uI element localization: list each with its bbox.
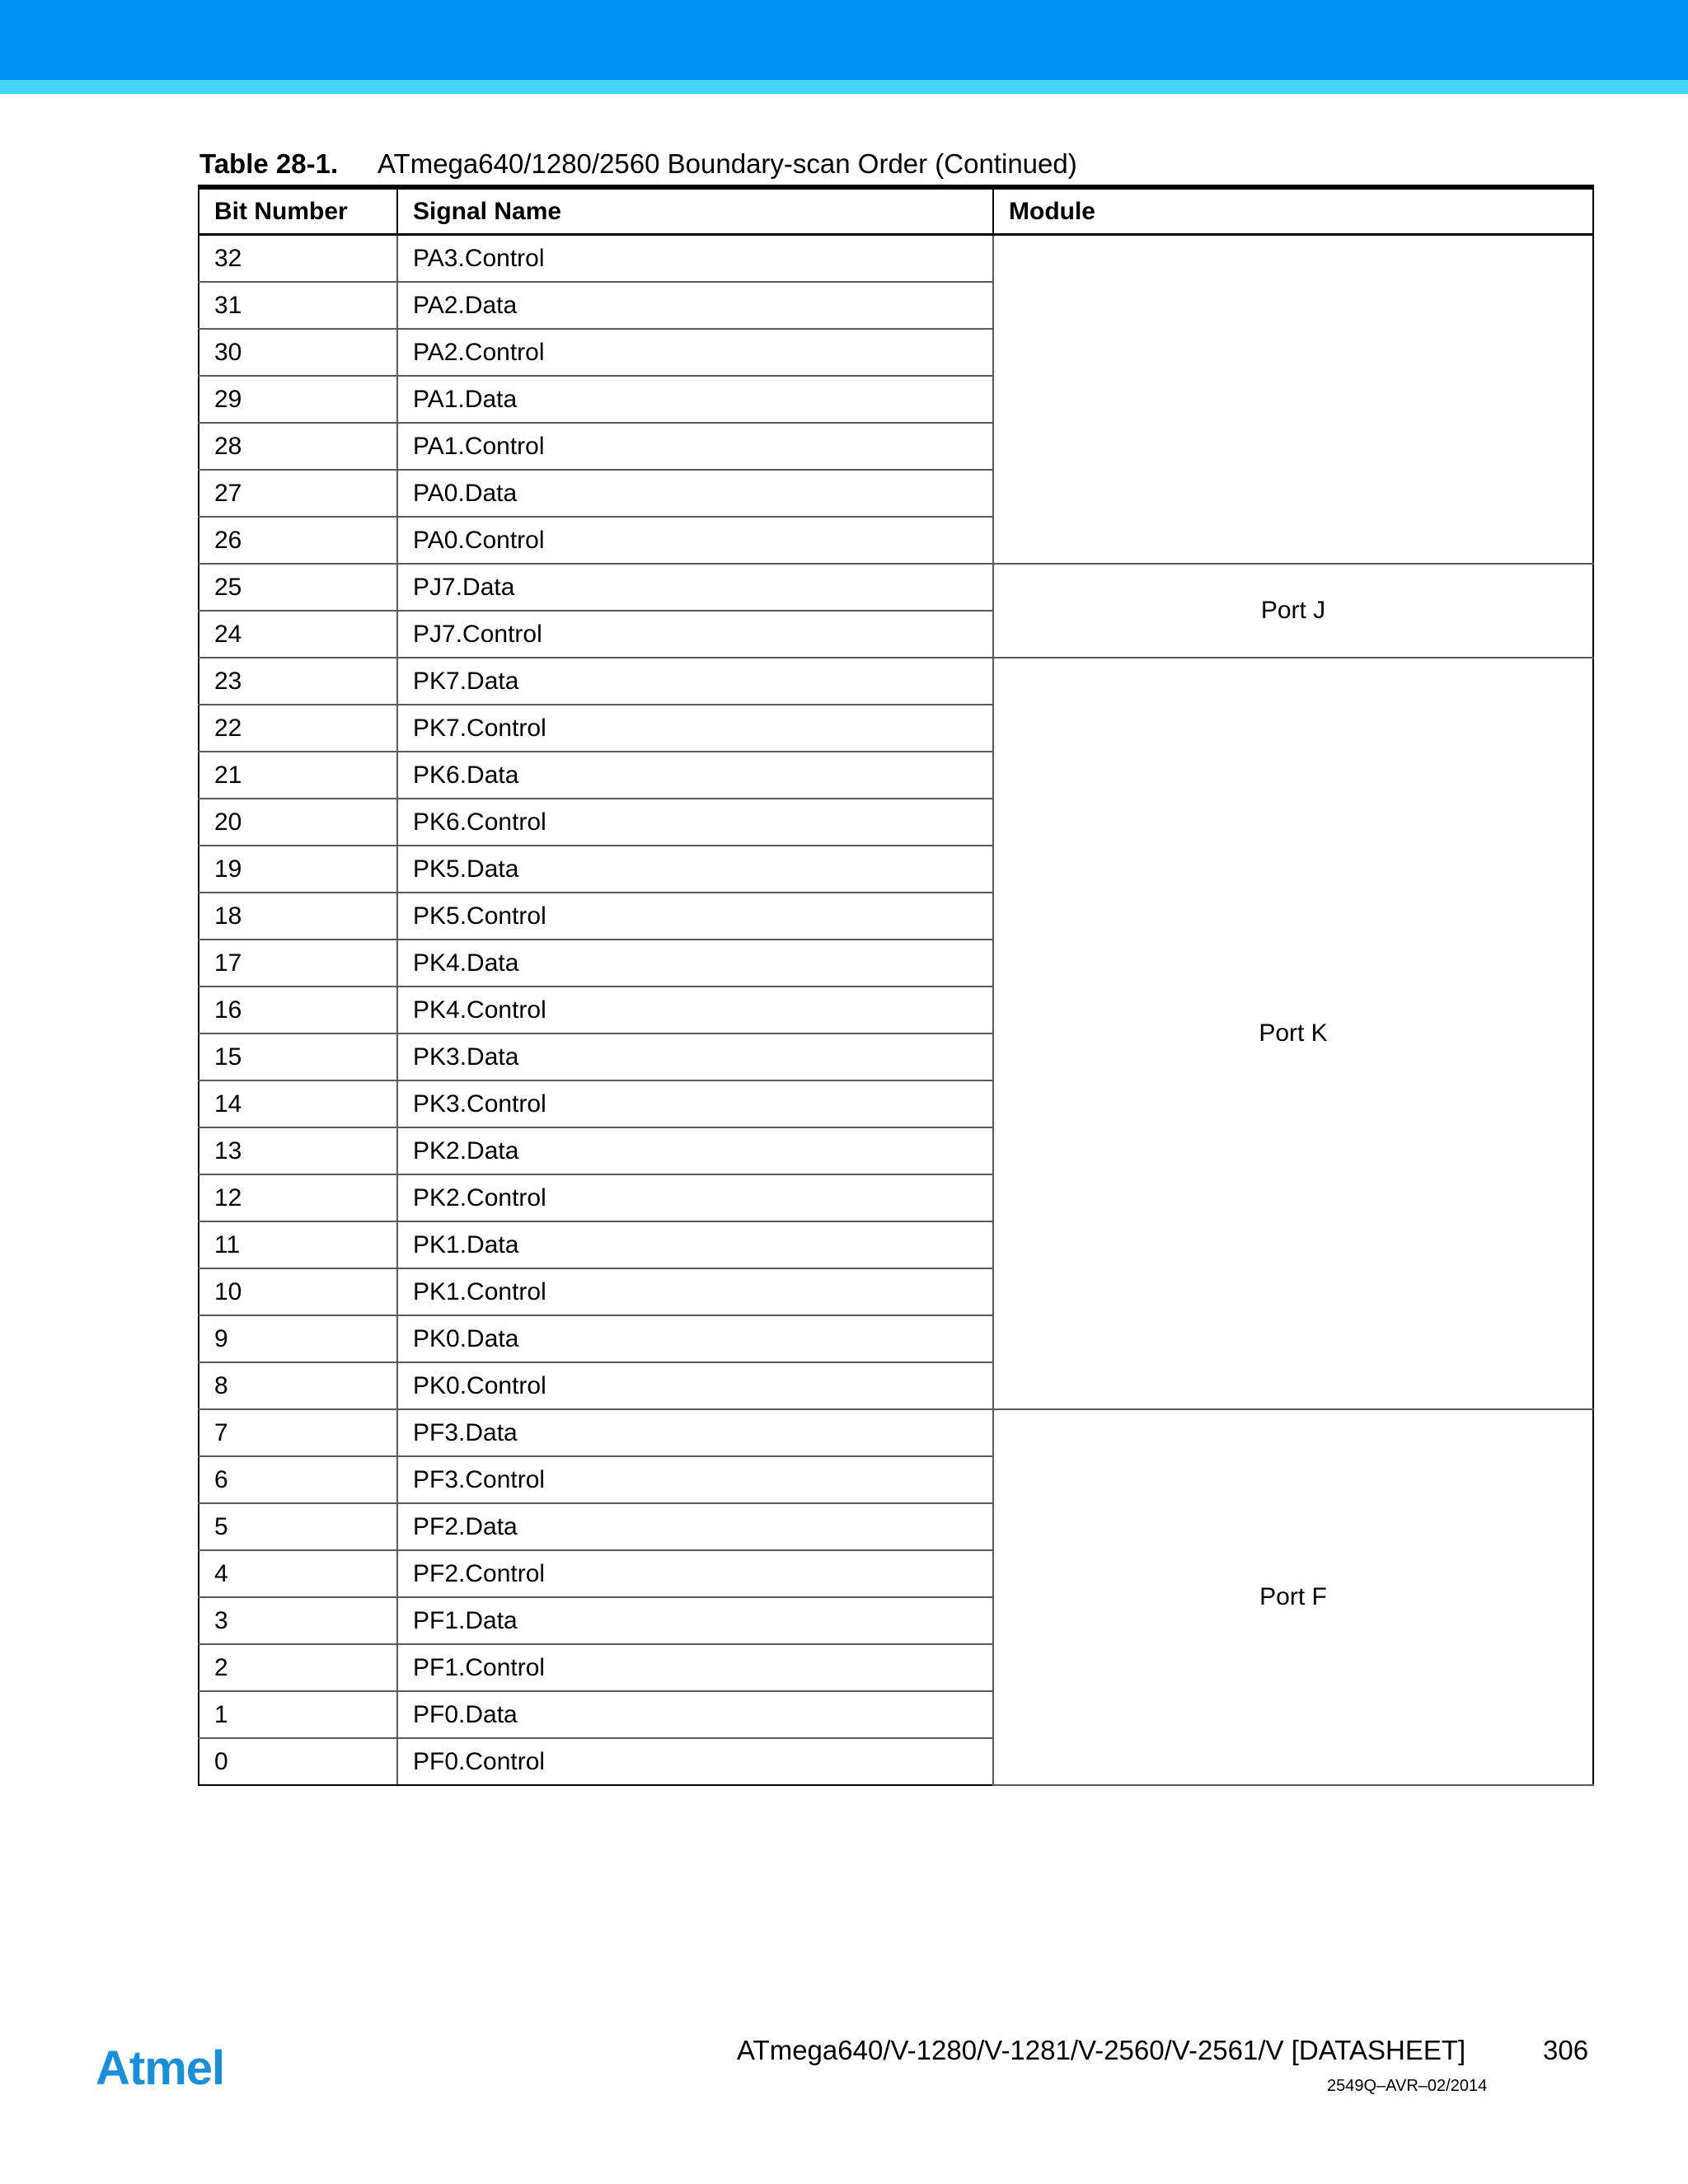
top-banner-stripe [0, 80, 1688, 94]
footer-document-number: 2549Q–AVR–02/2014 [1327, 2077, 1488, 2095]
table-row [199, 564, 1593, 611]
table-caption [199, 146, 1077, 182]
bit-number-cell: 17 [199, 940, 397, 987]
signal-name-cell: PF2.Control [397, 1550, 993, 1597]
signal-name-cell: PJ7.Control [397, 611, 993, 658]
signal-name-cell: PA2.Data [397, 282, 993, 329]
bit-number-cell: 7 [199, 1409, 397, 1456]
signal-name-cell: PJ7.Data [397, 564, 993, 611]
signal-name-cell: PA0.Control [397, 517, 993, 564]
bit-number-cell: 15 [199, 1033, 397, 1080]
signal-name-cell: PK7.Data [397, 658, 993, 705]
bit-number-cell: 29 [199, 376, 397, 423]
signal-name-cell: PF0.Control [397, 1738, 993, 1785]
bit-number-cell: 25 [199, 564, 397, 611]
signal-name-cell: PF3.Data [397, 1409, 993, 1456]
bit-number-cell: 5 [199, 1503, 397, 1550]
bit-number-cell: 16 [199, 987, 397, 1033]
column-header-signal-name: Signal Name [397, 187, 993, 235]
bit-number-cell: 24 [199, 611, 397, 658]
signal-name-cell: PA2.Control [397, 329, 993, 376]
signal-name-cell: PK4.Control [397, 987, 993, 1033]
bit-number-cell: 18 [199, 893, 397, 940]
logo-text: Atmel [96, 2041, 225, 2095]
bit-number-cell: 27 [199, 470, 397, 517]
bit-number-cell: 11 [199, 1221, 397, 1268]
bit-number-cell: 31 [199, 282, 397, 329]
bit-number-cell: 23 [199, 658, 397, 705]
bit-number-cell: 8 [199, 1362, 397, 1409]
signal-name-cell: PK6.Control [397, 799, 993, 846]
bit-number-cell: 3 [199, 1597, 397, 1644]
signal-name-cell: PK3.Control [397, 1080, 993, 1127]
signal-name-cell: PF1.Data [397, 1597, 993, 1644]
bit-number-cell: 28 [199, 423, 397, 470]
signal-name-cell: PK4.Data [397, 940, 993, 987]
signal-name-cell: PF1.Control [397, 1644, 993, 1691]
table-row [199, 1409, 1593, 1456]
module-cell: Port K [993, 658, 1593, 1409]
signal-name-cell: PK5.Control [397, 893, 993, 940]
signal-name-cell: PF0.Data [397, 1691, 993, 1738]
table-caption-number: Table 28-1. [199, 148, 339, 179]
footer-page-number: 306 [1543, 2035, 1589, 2065]
bit-number-cell: 6 [199, 1456, 397, 1503]
table-body [199, 235, 1593, 1786]
bit-number-cell: 14 [199, 1080, 397, 1127]
column-header-module: Module [993, 187, 1593, 235]
bit-number-cell: 0 [199, 1738, 397, 1785]
bit-number-cell: 19 [199, 846, 397, 893]
atmel-logo [96, 2041, 225, 2095]
bit-number-cell: 32 [199, 235, 397, 283]
table-caption-title: ATmega640/1280/2560 Boundary-scan Order (Continued) [377, 148, 1077, 179]
bit-number-cell: 9 [199, 1315, 397, 1362]
signal-name-cell: PF3.Control [397, 1456, 993, 1503]
signal-name-cell: PA1.Control [397, 423, 993, 470]
column-header-bit-number: Bit Number [199, 187, 397, 235]
table-row [199, 235, 1593, 283]
bit-number-cell: 20 [199, 799, 397, 846]
module-cell: Port J [993, 564, 1593, 658]
signal-name-cell: PK6.Data [397, 752, 993, 799]
signal-name-cell: PA3.Control [397, 235, 993, 283]
bit-number-cell: 1 [199, 1691, 397, 1738]
bit-number-cell: 12 [199, 1174, 397, 1221]
signal-name-cell: PK0.Data [397, 1315, 993, 1362]
signal-name-cell: PK1.Control [397, 1268, 993, 1315]
bit-number-cell: 21 [199, 752, 397, 799]
signal-name-cell: PF2.Data [397, 1503, 993, 1550]
module-cell [993, 235, 1593, 565]
signal-name-cell: PA1.Data [397, 376, 993, 423]
signal-name-cell: PK0.Control [397, 1362, 993, 1409]
signal-name-cell: PK7.Control [397, 705, 993, 752]
boundary-scan-table-container [198, 185, 1592, 1786]
bit-number-cell: 22 [199, 705, 397, 752]
table-header-row [199, 187, 1593, 235]
module-cell: Port F [993, 1409, 1593, 1785]
bit-number-cell: 2 [199, 1644, 397, 1691]
bit-number-cell: 10 [199, 1268, 397, 1315]
footer-document-title: ATmega640/V-1280/V-1281/V-2560/V-2561/V [DATASHEET] [737, 2035, 1466, 2065]
signal-name-cell: PA0.Data [397, 470, 993, 517]
bit-number-cell: 30 [199, 329, 397, 376]
top-banner [0, 0, 1688, 80]
signal-name-cell: PK5.Data [397, 846, 993, 893]
signal-name-cell: PK2.Data [397, 1127, 993, 1174]
signal-name-cell: PK2.Control [397, 1174, 993, 1221]
signal-name-cell: PK1.Data [397, 1221, 993, 1268]
bit-number-cell: 13 [199, 1127, 397, 1174]
table-row [199, 658, 1593, 705]
bit-number-cell: 4 [199, 1550, 397, 1597]
bit-number-cell: 26 [199, 517, 397, 564]
boundary-scan-table [198, 185, 1594, 1786]
signal-name-cell: PK3.Data [397, 1033, 993, 1080]
